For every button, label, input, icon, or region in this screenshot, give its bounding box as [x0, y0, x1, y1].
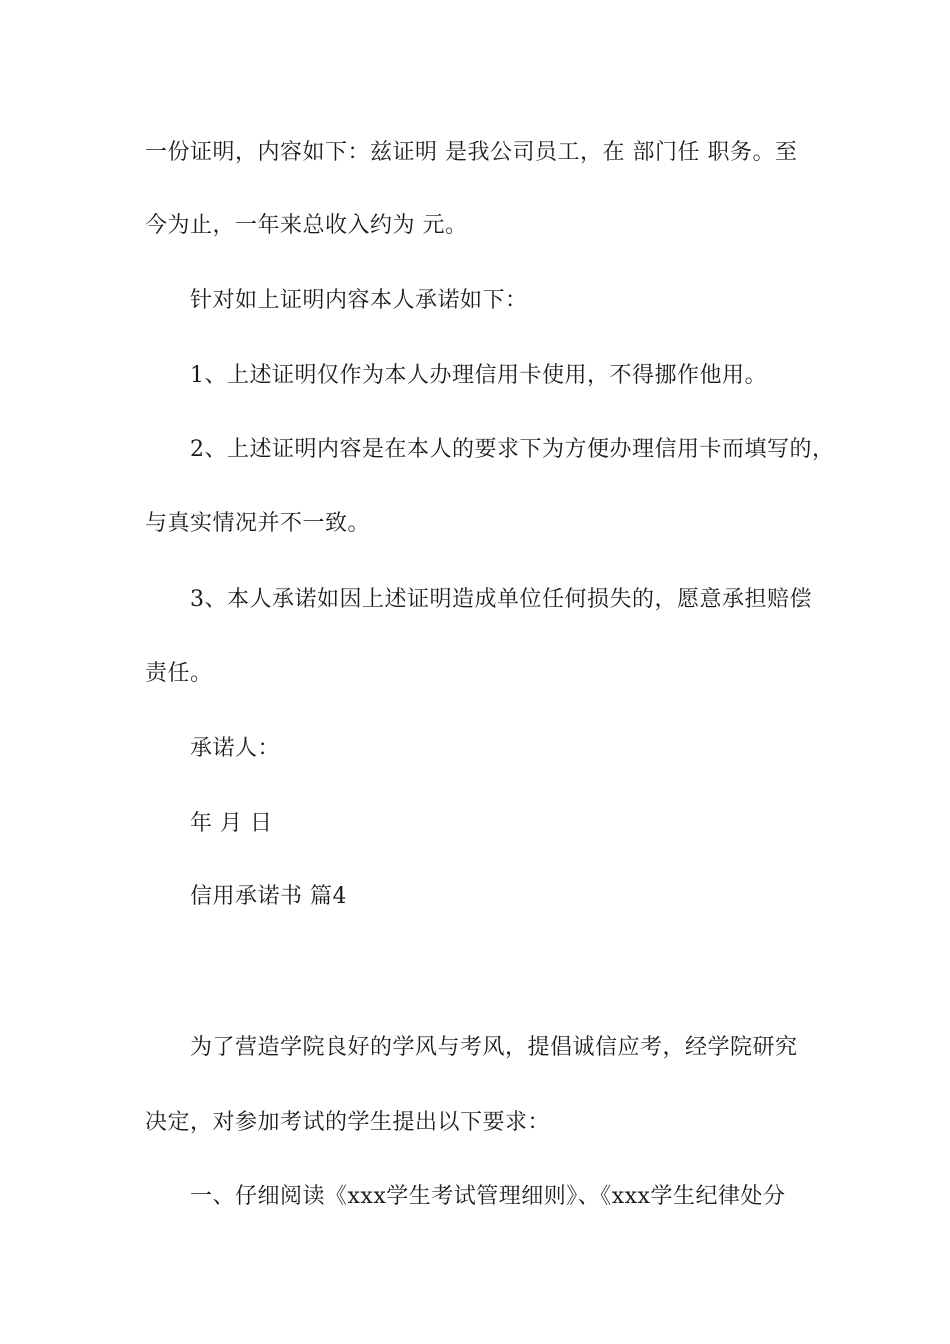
paragraph-line-14: 一、仔细阅读《xxx学生考试管理细则》、《xxx学生纪律处分	[190, 1184, 786, 1209]
signer-label: 承诺人：	[190, 736, 281, 761]
paragraph-line-12: 为了营造学院良好的学风与考风，提倡诚信应考，经学院研究	[190, 1035, 798, 1060]
paragraph-line-2: 今为止，一年来总收入约为 元。	[145, 213, 468, 238]
paragraph-line-5: 2、上述证明内容是在本人的要求下为方便办理信用卡而填写的，	[190, 437, 835, 462]
paragraph-line-1: 一份证明，内容如下：兹证明 是我公司员工，在 部门任 职务。至	[145, 140, 798, 165]
section-heading: 信用承诺书 篇4	[190, 884, 347, 909]
paragraph-line-8: 责任。	[145, 661, 213, 686]
paragraph-line-4: 1、上述证明仅作为本人办理信用卡使用，不得挪作他用。	[190, 363, 767, 388]
paragraph-line-6: 与真实情况并不一致。	[145, 511, 371, 536]
paragraph-line-13: 决定，对参加考试的学生提出以下要求：	[145, 1110, 551, 1135]
paragraph-line-3: 针对如上证明内容本人承诺如下：	[190, 288, 528, 313]
date-line: 年 月 日	[190, 811, 273, 836]
paragraph-line-7: 3、本人承诺如因上述证明造成单位任何损失的，愿意承担赔偿	[190, 587, 812, 612]
